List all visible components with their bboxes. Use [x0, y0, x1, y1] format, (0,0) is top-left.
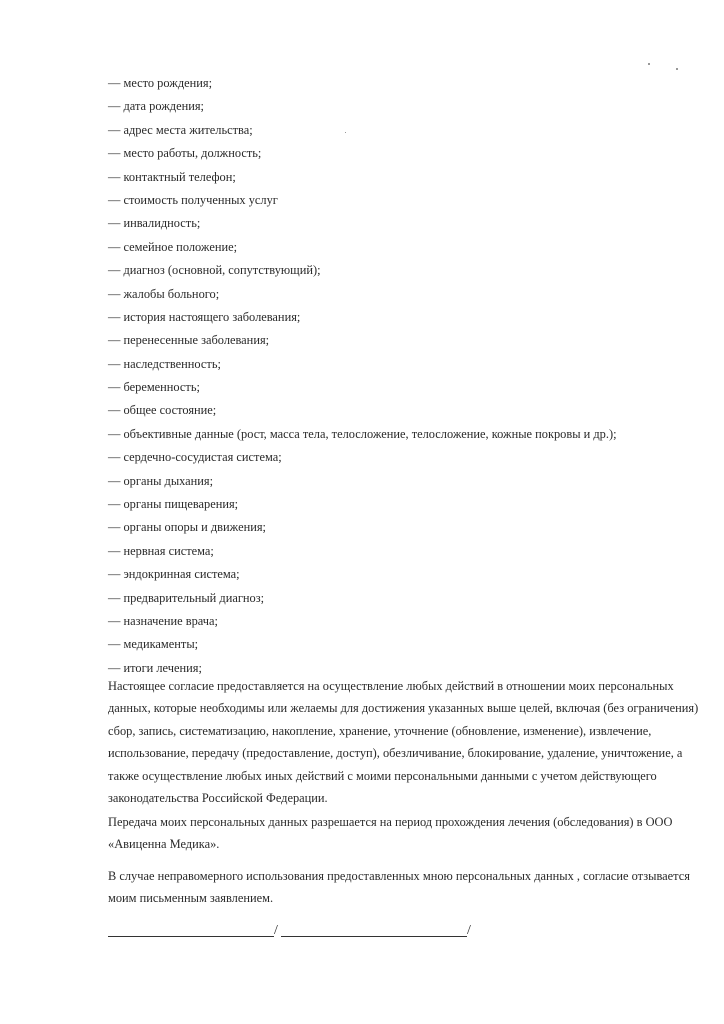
scan-speck	[676, 68, 678, 70]
list-item: — контактный телефон;	[108, 169, 236, 184]
transfer-period-paragraph: Передача моих персональных данных разрешается на период прохождения лечения (обследования) в ООО «Авиценна Медика».	[108, 815, 673, 852]
scan-speck	[648, 63, 650, 65]
list-item: — история настоящего заболевания;	[108, 309, 301, 324]
signature-separator: /	[274, 923, 278, 938]
list-item: — дата рождения;	[108, 99, 204, 114]
list-item: — диагноз (основной, сопутствующий);	[108, 263, 321, 278]
list-item: — эндокринная система;	[108, 567, 240, 582]
list-item: — органы опоры и движения;	[108, 520, 266, 535]
list-item: — семейное положение;	[108, 239, 238, 254]
scan-speck	[345, 132, 346, 133]
list-item: — стоимость полученных услуг	[108, 192, 278, 207]
list-item: — органы дыхания;	[108, 473, 214, 488]
list-item: — инвалидность;	[108, 216, 201, 231]
revocation-paragraph: В случае неправомерного использования предоставленных мною персональных данных , согласие отзывается моим письменным заявлением.	[108, 869, 690, 906]
list-item: — адрес места жительства;	[108, 122, 253, 137]
consent-scope-paragraph: Настоящее согласие предоставляется на осуществление любых действий в отношении моих персональных данных, которые необходимы или желаемы для достижения указанных выше целей, включая (без ограничения) сбор, запись, систематизацию, накопление, хранение, уточнение (обновление, изменение), извлечение, использование, передачу (предоставление, доступ), обезличивание, блокирование, удаление, уничтожение, а также осуществление любых иных действий с моими персональными данными с учетом действующего законодательства Российской Федерации.	[108, 679, 699, 806]
list-item: — жалобы больного;	[108, 286, 220, 301]
name-separator: /	[467, 923, 471, 938]
list-item: — общее состояние;	[108, 403, 217, 418]
list-item: — наследственность;	[108, 356, 221, 371]
list-item: — назначение врача;	[108, 613, 218, 628]
list-item: — нервная система;	[108, 543, 214, 558]
list-item: — сердечно-сосудистая система;	[108, 450, 282, 465]
list-item: — беременность;	[108, 380, 200, 395]
personal-data-list	[108, 72, 617, 680]
list-item: — итоги лечения;	[108, 660, 202, 675]
list-item: — предварительный диагноз;	[108, 590, 265, 605]
list-item: — перенесенные заболевания;	[108, 333, 270, 348]
list-item: — медикаменты;	[108, 637, 199, 652]
list-item: — место работы, должность;	[108, 146, 262, 161]
signature-line	[108, 936, 274, 937]
list-item: — место рождения;	[108, 76, 213, 90]
list-item: — органы пищеварения;	[108, 497, 239, 512]
signature-block	[108, 915, 488, 939]
name-line	[281, 936, 467, 937]
list-item: — объективные данные (рост, масса тела, телосложение, телосложение, кожные покровы и др.);	[108, 426, 617, 441]
